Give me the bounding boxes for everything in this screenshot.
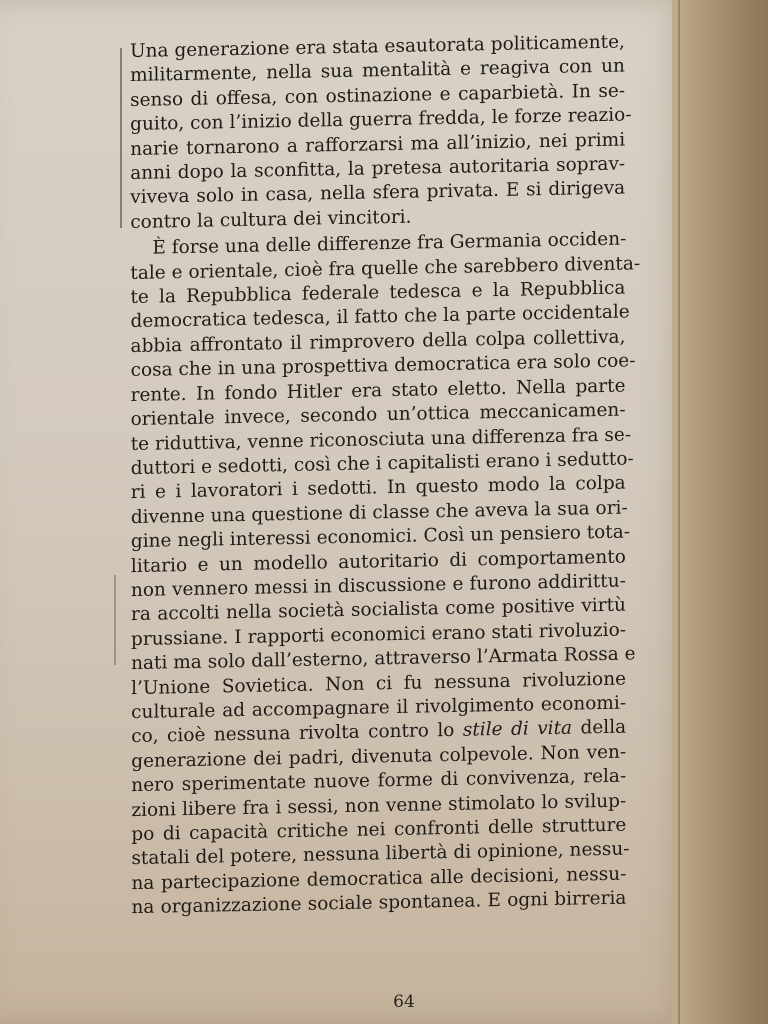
- text-line: non vennero messi in discussione e furono addirittu-: [130, 570, 626, 602]
- text-line: cosa che in una prospettiva democratica era solo coe-: [130, 350, 636, 382]
- text-line: militarmente, nella sua mentalità e reagiva con un: [130, 55, 625, 87]
- text-line: na partecipazione democratica alle decisioni, nessu-: [131, 863, 627, 894]
- body-text: [130, 30, 641, 920]
- italic-phrase: stile di vita: [462, 718, 573, 742]
- text-line: duttori e sedotti, così che i capitalisti erano i sedutto-: [130, 448, 634, 479]
- paragraph: [130, 30, 632, 235]
- text-line: prussiane. I rapporti economici erano stati rivoluzio-: [131, 619, 626, 650]
- text-line: democratica tedesca, il fatto che la parte occidentale: [130, 301, 630, 333]
- text-line: te riduttiva, venne riconosciuta una differenza fra se-: [130, 423, 632, 455]
- text-line: culturale ad accompagnare il rivolgimento economi-: [131, 692, 627, 724]
- text-line: gine negli interessi economici. Così un pensiero tota-: [130, 521, 631, 553]
- text-line: statali del potere, nessuna libertà di opinione, nessu-: [131, 838, 630, 870]
- text-line: rente. In fondo Hitler era stato eletto. Nella parte: [130, 375, 626, 406]
- text-line: senso di offesa, con ostinazione e caparbietà. In se-: [130, 80, 626, 111]
- text-line: guito, con l’inizio della guerra fredda, le forze reazio-: [130, 104, 632, 136]
- text-line: te la Repubblica federale tedesca e la Repubblica: [130, 277, 626, 309]
- text-line: nero sperimentate nuove forme di convivenza, rela-: [131, 765, 627, 797]
- text-line: ri e i lavoratori i sedotti. In questo modo la colpa: [130, 472, 626, 504]
- text-line: abbia affrontato il rimprovero della colpa collettiva,: [130, 326, 626, 357]
- text-line: ra accolti nella società socialista come positive virtù: [130, 594, 626, 626]
- text-line: litario e un modello autoritario di comportamento: [130, 546, 626, 577]
- pencil-margin-mark: [120, 48, 122, 228]
- book-page-edge: [672, 0, 768, 1024]
- text-line: zioni libere fra i sessi, non venne stimolato lo svilup-: [131, 790, 627, 821]
- page-number: 64: [393, 992, 415, 1012]
- text-line: l’Unione Sovietica. Non ci fu nessuna rivoluzione: [131, 668, 627, 699]
- pencil-margin-mark: [114, 575, 116, 665]
- text-line: È forse una delle differenze fra Germania occiden-: [152, 228, 627, 259]
- text-line: tale e orientale, cioè fra quelle che sarebbero diventa-: [130, 252, 641, 284]
- text-line: narie tornarono a rafforzarsi ma all’inizio, nei primi: [130, 129, 626, 160]
- text-line: Una generazione era stata esautorata politicamente,: [130, 31, 625, 63]
- text-line: nati ma solo dall’esterno, attraverso l’Armata Rossa e: [131, 643, 636, 675]
- text-line: orientale invece, secondo un’ottica meccanicamen-: [130, 399, 626, 431]
- text-line: generazione dei padri, divenuta colpevole. Non ven-: [131, 741, 627, 772]
- paragraph: [130, 228, 641, 921]
- text-line: na organizzazione sociale spontanea. E ogni birreria: [131, 887, 627, 919]
- text-fragment: della: [572, 716, 627, 740]
- text-line: po di capacità critiche nei confronti delle strutture: [131, 814, 627, 846]
- text-line: contro la cultura dei vincitori.: [130, 206, 412, 233]
- text-line: anni dopo la sconfitta, la pretesa autoritaria soprav-: [130, 153, 626, 185]
- text-line: viveva solo in casa, nella sfera privata. E si dirigeva: [130, 177, 626, 209]
- text-fragment: co, cioè nessuna rivolta contro lo: [131, 720, 463, 748]
- text-line: divenne una questione di classe che aveva la sua ori-: [130, 497, 628, 528]
